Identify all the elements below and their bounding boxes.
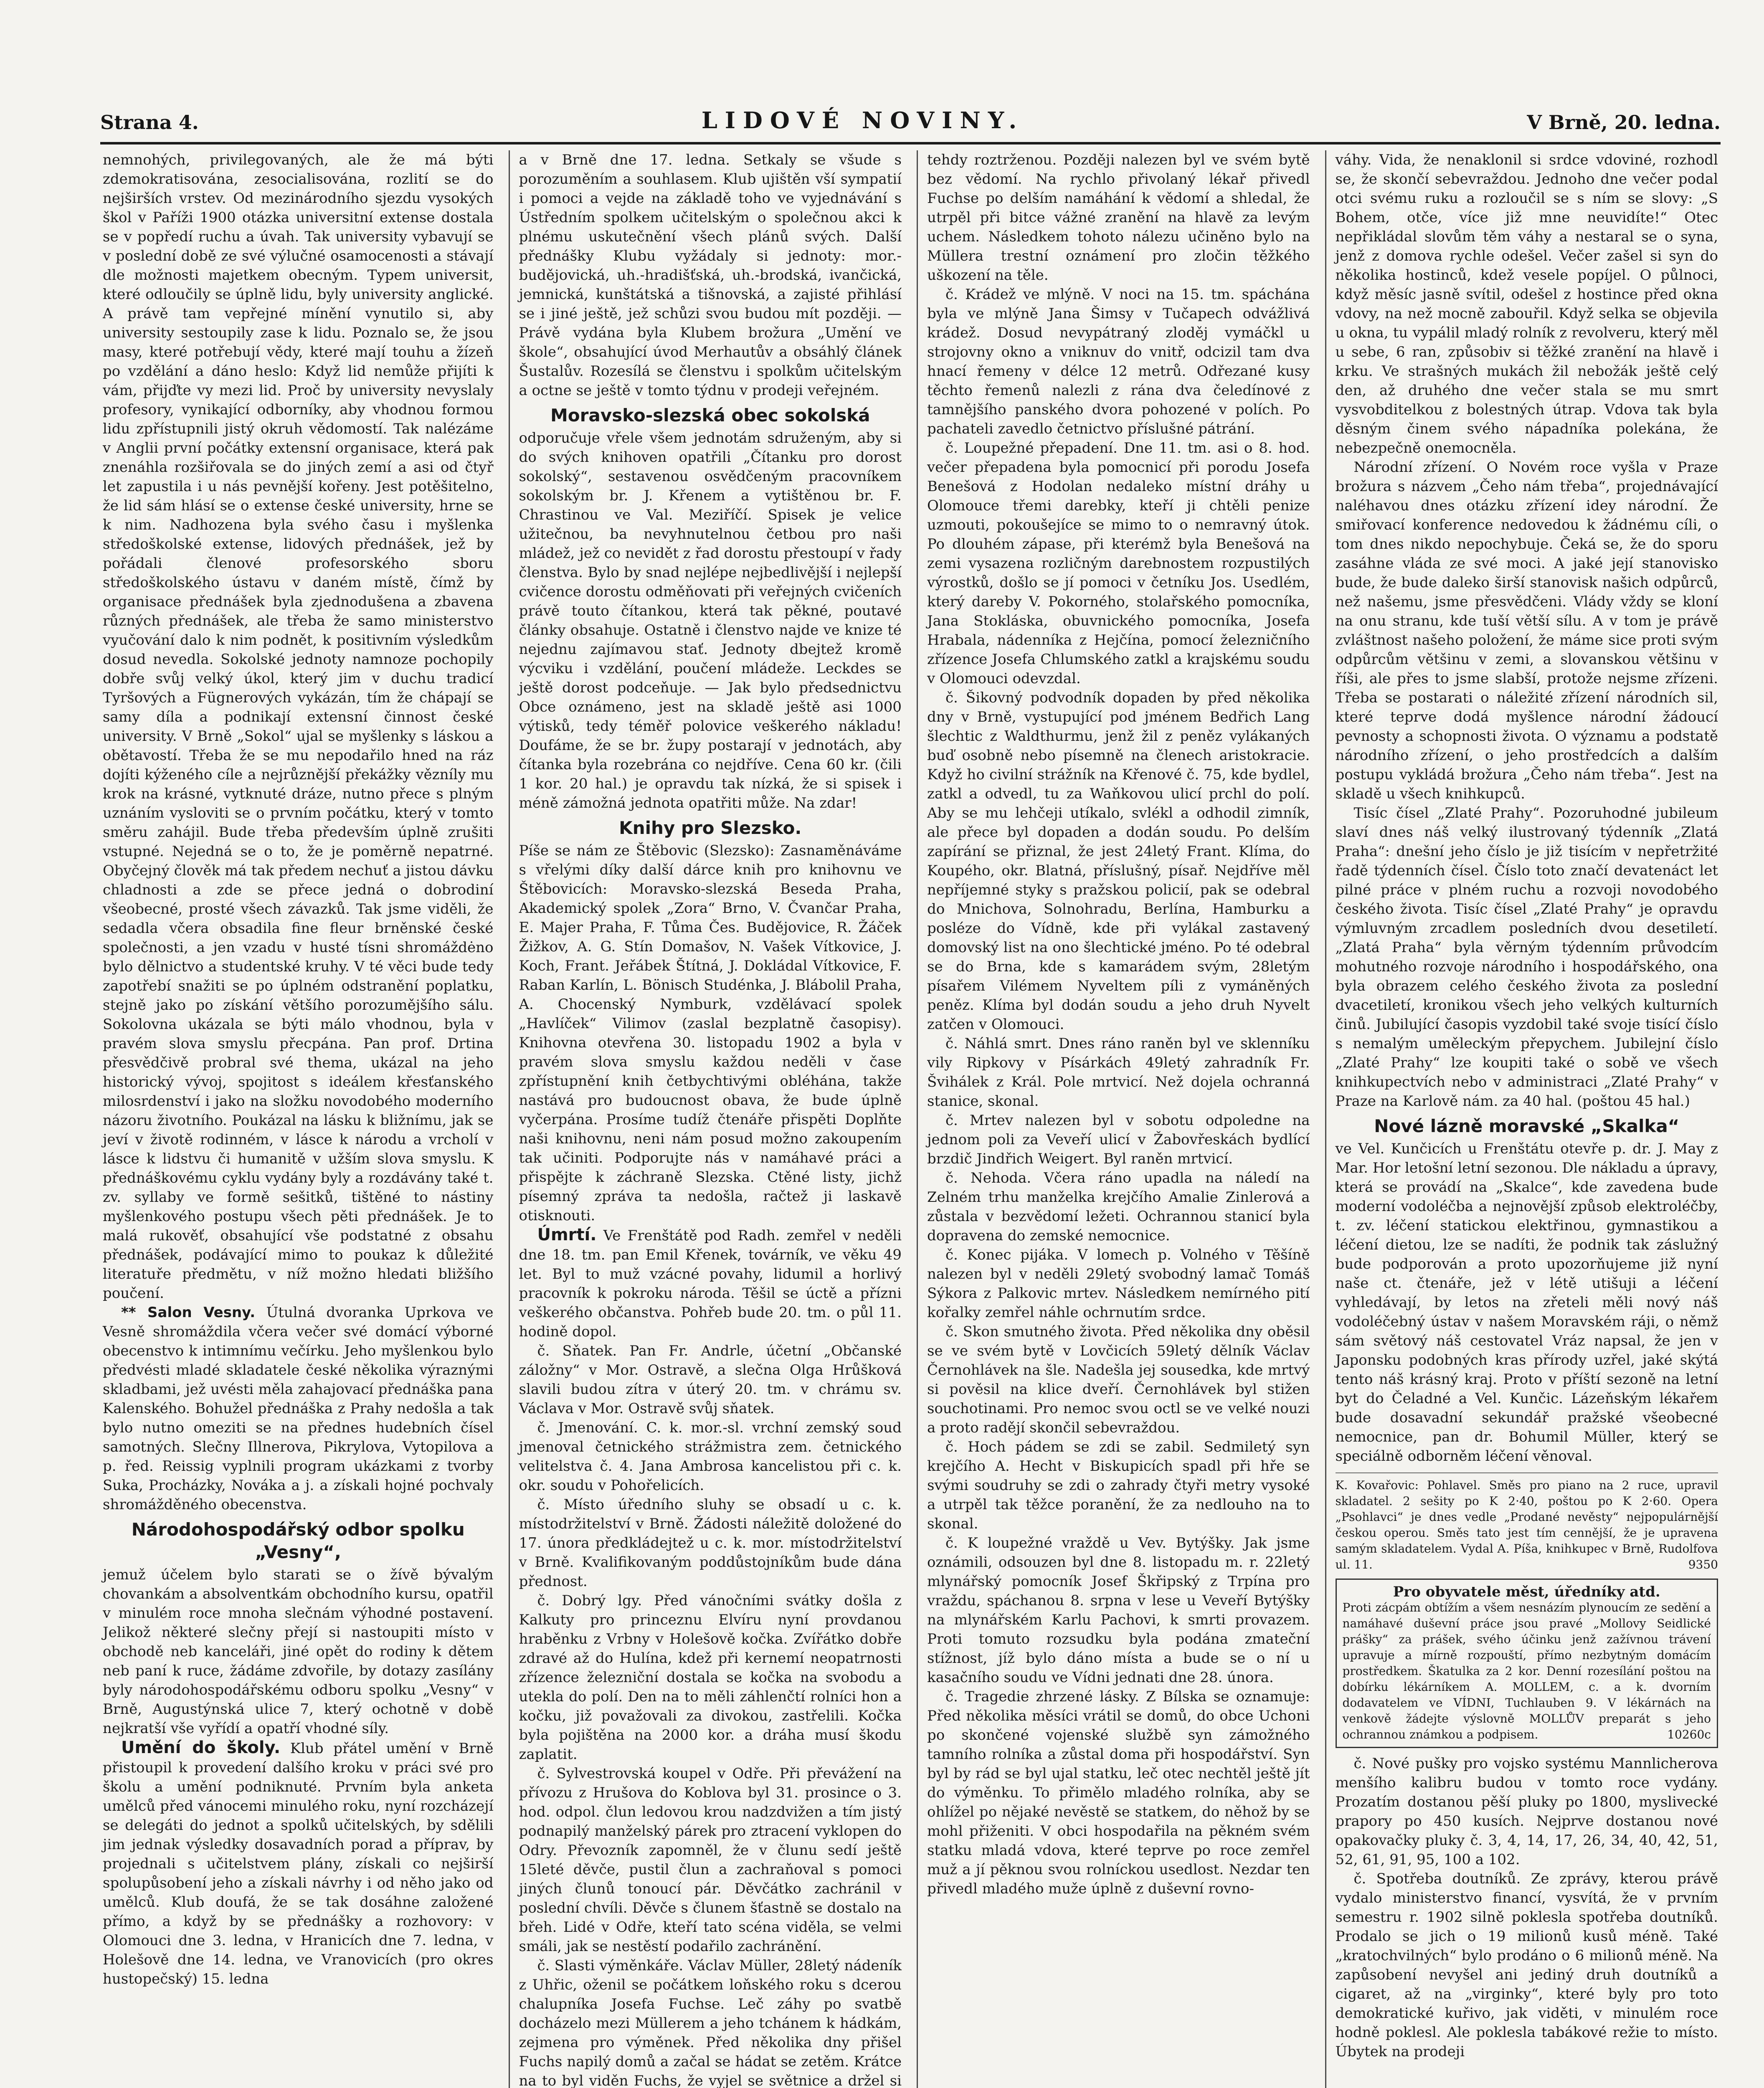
column-1 — [100, 150, 496, 2088]
article-text: a v Brně dne 17. ledna. Setkaly se všude s porozuměním a souhlasem. Klub ujištěn vší sympatií i pomoci a vejde na základě toho ve vyjednávání s Ústředním spolkem učitelským o společnou akci k plnému uskutečnění všech plánů svých. Další přednášky Klubu vyžádaly si jednoty: mor.-budějovická, uh.-hradišťská, uh.-brodská, ivančická, jemnická, kunštátská a tišnovská, a zajisté přihlásí se i jiné ještě, jež schůzi svou budou mít později. — Právě vydána byla Klubem brožura „Umění ve škole“, obsahující úvod Merhautův a obsáhlý článek Šustalův. Rozesílá se členstvu i spolkům učitelským a octne se ještě v tomto týdnu v prodeji veřejném. — [519, 152, 902, 399]
column-2 — [509, 150, 905, 2088]
issue-date: V Brně, 20. ledna. — [1527, 111, 1721, 134]
article-text: č. Dobrý lgy. Před vánočními svátky došla z Kalkuty pro princeznu Elvíru nyní provdanou hraběnku z Vrbny v Holešově kočka. Zvířátko dobře zdravé až do Hulína, kdež při kernemí neopatrnosti zřízence železniční dostala se kočka na svobodu a utekla do polí. Den na to měli záhlenčtí rolníci hon a kočku, již považovali za divokou, zastřelili. Kočka byla pojištěna na 2000 kor. a dráha musí škodu zaplatit. — [519, 1592, 902, 1763]
article-text: č. Loupežné přepadení. Dne 11. tm. asi o 8. hod. večer přepadena byla pomocnicí při porodu Josefa Benešová z Hodolan nedaleko místní dráhy u Olomouce třemi darebky, kteří ji chtěli penize uzmouti, pokoušejíce se mimo to o nemravný útok. Po dlouhém zápase, při kterémž byla Benešová na zemi vysazena rozličným darebnostem rozpustilých výrostků, došlo se jí pomoci v četníku Jos. Usedlém, který dareby V. Pokorného, stolařského pomocníka, Jana Stokláska, obuvnického pomocníka, Josefa Hrabala, nádenníka z Hejčína, pomocí železničního zřízence Josefa Chlumského zatkl a krajskému soudu v Olomouci odevzdal. — [927, 440, 1310, 687]
article-text: č. Hoch pádem se zdi se zabil. Sedmiletý syn krejčího A. Hecht v Biskupicích spadl při hře se svými soudruhy se zdi o zahrady čtyři metry vysoké a utrpěl tak těžce poranění, že za nedlouho na to skonal. — [927, 1439, 1310, 1532]
article-text: č. K loupežné vraždě u Vev. Bytýšky. Jak jsme oznámili, odsouzen byl dne 8. listopadu m. r. 22letý mlynářský pomocník Josef Škřipský z Trpína pro vraždu, spáchanou 8. srpna v lese u Veveří Bytýšky na mlynářském Karlu Pachovi, k smrti provazem. Proti tomuto rozsudku byla podána zmateční stížnost, jíž bylo dáno místa a bude se o ní u kasačního soudu ve Vídni jednati dne 28. února. — [927, 1535, 1310, 1686]
article-text: váhy. Vida, že nenaklonil si srdce vdoviné, rozhodl se, že skončí sebevraždou. Jednoho dne večer podal otci svému ruku a rozloučil se s ním se slovy: „S Bohem, otče, více již mne neuvidíte!“ Otec nepřikládal slovům těm váhy a nestaral se o syna, jenž z domova rychle odešel. Večer zašel si syn do několika hostinců, kdež vesele popíjel. O půlnoci, když měsíc jasně svítil, odešel z hostince před okna vdovy, na než mocně zabouřil. Když selka se objevila u okna, tu vypálil mladý rolník z revolveru, který měl u sebe, 6 ran, způsobiv si těžké zranění na hlavě i krku. Ve strašných mukách žil nebožák ještě celý den, až druhého dne večer stala se mu smrt vysvobditelkou z bolestných útrap. Vdova tak byla děsným činem svého nápadníka polekána, že nebezpečně onemocněla. — [1335, 152, 1718, 456]
article-text: odporučuje vřele všem jednotám sdruženým, aby si do svých knihoven opatřili „Čítanku pro dorost sokolský“, sestavenou osvědčeným pracovníkem sokolským br. J. Křenem a vytištěnou br. F. Chrastinou ve Val. Meziříčí. Spisek je velice užitečnou, ba nevyhnutelnou četbou pro naši mládež, jež co nevidět z řad dorostu přestoupí v řady členstva. Bylo by snad nejlépe nejbedlivější i nejlepší cvičence dorostu odměňovati při veřejných cvičeních právě touto čítankou, která tak pěkné, poutavé články obsahuje. Ostatně i členstvo najde ve knize té nejednu zajímavou stať. Jednoty dbejtež kromě výcviku i vzdělání, poučení mládeže. Leckdes se ještě dorost podceňuje. — Jak bylo předsednictvu Obce oznámeno, jest na skladě ještě asi 1000 výtisků, tedy téměř polovice veškerého nákladu! Doufáme, že se br. župy postarají v jednotách, aby čítanka byla rozebrána co nejdříve. Cena 60 kr. (čili 1 kor. 20 hal.) je opravdu tak nízká, že si spisek i méně zámožná jednota opatřiti může. Na zdar! — [519, 430, 902, 811]
article-text: ve Vel. Kunčicích u Frenštátu otevře p. dr. J. May z Mar. Hor letošní letní sezonou. Dle nákladu a úpravy, která se provádí na „Skalce“, kde zavedena bude moderní vodoléčba a nejnovější způsob elektroléčby, t. zv. léčení statickou elektřinou, gymnastikou a léčení dietou, lze se nadíti, že podnik tak záslužný bude podporován a proto upozorňujeme již nyní naše ct. čtenáře, jež v létě utišuji a léčení vyhledávají, by letos na zřeteli měli nový náš vodoléčebný ústav v našem Moravském ráji, o němž sám světový náš cestovatel Vráz napsal, že jen v Japonsku podobných kras přírody uzřel, jaké skýtá tento náš krásný kraj. Proto v příští sezoně na letní byt do Čeladné a Vel. Kunčic. Lázeňským lékařem bude dosavadní sekundář pražské všeobecné nemocnice, pan dr. Bohumil Müller, který se speciálně odborněm léčení věnoval. — [1335, 1140, 1718, 1465]
advert-text: K. Kovařovic: Pohlavel. Směs pro piano na 2 ruce, upravil skladatel. 2 sešity po K 2·40, poštou po K 2·60. Opera „Psohlavci“ je dnes vedle „Prodané nevěsty“ nejpopulárnější českou operou. Směs tato jest tím cennější, že je upravena samým skladatelem. Vydal A. Píša, knihkupec v Brně, Rudolfova ul. 11. — [1335, 1478, 1718, 1571]
section-heading: Knihy pro Slezsko. — [619, 818, 802, 838]
header-rule — [100, 142, 1721, 144]
page-header — [100, 104, 1721, 134]
article-text: č. Místo úředního sluhy se obsadí u c. k. místodržitelství v Brně. Žádosti náležitě doložené do 17. února předkládejtež u c. k. mor. místodržitelství v Brně. Kvalifikovaným poddůstojníkům bude dána přednost. — [519, 1496, 902, 1590]
article-body: Útulná dvoranka Uprkova ve Vesně shromáždila včera večer své domácí výborné obecenstvo k intimnímu večírku. Jeho myšlenkou bylo předvésti mladé skladatele české několika výraznými skladbami, jež uvésti měla zahajovací přednáška pana Kalenského. Bohužel přednáška z Prahy nedošla a tak bylo nutno omeziti se na přednes hudebních čísel samotných. Slečny Illnerova, Pikrylova, Vytopilova a p. řed. Reissig vyplnili program ukázkami z tvorby Suka, Procházky, Nováka a j. a získali hojné pochvaly shromážděného obecenstva. — [103, 1304, 494, 1513]
article-text: č. Náhlá smrt. Dnes ráno raněn byl ve sklenníku vily Ripkovy v Písárkách 49letý zahradník Fr. Švihálek z Král. Pole mrtvicí. Než dojela ochranná stanice, skonal. — [927, 1035, 1310, 1110]
article-text: č. Slasti výměnkáře. Václav Müller, 28letý nádeník z Uhřic, oženil se počátkem loňského roku s dcerou chalupníka Josefa Fuchse. Leč záhy po svatbě docházelo mezi Müllerem a jeho tchánem k hádkám, zejmena pro výměnek. Před několika dny přišel Fuchs napilý domů a začal se hádat se zetěm. Krátce na to byl viděn Fuchs, že vyjel se světnice a držel si — [519, 1957, 902, 2088]
advert-text: Proti zácpám obtížím a všem nesnázím plynoucím ze sedění a namáhavé duševní práce jsou pravé „Mollovy Seidlické prášky“ za prášek, svého účinku jenž zažívnou trávení upravuje a mírně rozpouští, přímo nezbytným domácím prostředkem. Škatulka za 2 kor. Denní rozesílání poštou na dobírku lékárníkem A. MOLLEM, c. a k. dvorním dodavatelem ve VÍDNI, Tuchlauben 9. V lékárnách na venkově žádejte výslovně MOLLŮV preparát s jeho ochrannou známkou a podpisem. — [1342, 1601, 1711, 1741]
article-text: jemuž účelem bylo starati se o žívě bývalým chovankám a absolventkám obchodního kursu, opatřil v minulém roce mnoha slečnám výhodné postavení. Jelikož některé slečny přejí si nastoupiti místo v obchodě neb kanceláři, jiné opět do rodiny k dětem neb paní k ruce, žádáme zdvořile, by dotazy zasílány byly národohospodářskému odboru spolku „Vesny“ v Brně, Augustýnská ulice 7, který ochotně v době nejkratší vše vyřídí a opatří vhodné síly. — [103, 1566, 494, 1737]
article-text: č. Konec pijáka. V lomech p. Volného v Těšíně nalezen byl v neděli 29letý svobodný lamač Tomáš Sýkora z Palkovic mrtev. Následkem nemírného pití kořalky zemřel náhle ochrnutím srdce. — [927, 1247, 1310, 1321]
article-text: Píše se nám ze Štěbovic (Slezsko): Zasnaměnáváme s vřelými díky další dárce knih pro knihovnu ve Štěbovicích: Moravsko-slezská Beseda Praha, Akademický spolek „Zora“ Brno, V. Čvančar Praha, E. Majer Praha, F. Tůma Čes. Budějovice, R. Žáček Žižkov, A. G. Stín Domašov, N. Vašek Vítkovice, J. Koch, Frant. Jeřábek Štítná, J. Dokládal Vítkovice, F. Raban Karlín, L. Bönisch Studénka, J. Blábolil Praha, A. Chocenský Nymburk, vzdělávací spolek „Havlíček“ Vilimov (zaslal bezplatně časopisy). Knihovna otevřena 30. listopadu 1902 a byla v pravém slova smyslu každou neděli v čase zpřístupnění knih četbychtivými obléhána, takže nastává pro budoucnost obava, že bude úplně vyčerpána. Prosíme tudíž čtenáře přispěti Doplňte naši knihovnu, neni nám posud možno zakoupením tak učiniti. Podporujte nás v namáhavé práci a přispějte k záchraně Slezska. Ctěné listy, jichž písemný zpráva ta nedošla, račtež ji laskavě otisknouti. — [519, 842, 902, 1224]
section-heading: Národohospodářský odbor spolku „Vesny“, — [131, 1519, 465, 1562]
section-heading: Nové lázně moravské „Skalka“ — [1374, 1116, 1680, 1136]
article-text — [519, 1225, 902, 1341]
advert-number: 9350 — [1688, 1558, 1718, 1571]
column-3 — [917, 150, 1313, 2088]
article-text: č. Sňatek. Pan Fr. Andrle, účetní „Občanské záložny“ v Mor. Ostravě, a slečna Olga Hrůšková slavili budou zítra v úterý 20. tm. v chrámu sv. Václava v Mor. Ostravě svůj sňatek. — [519, 1343, 902, 1417]
article-text: č. Tragedie zhrzené lásky. Z Bílska se oznamuje: Před několika měsíci vrátil se domů, do obce Uchoni po skončené vojenské službě syn zámožného tamního rolníka a zůstal doma při hospodářství. Syn byl by rád se byl ujal statku, leč otec nechtěl ještě jít do výměnku. To přimělo mladého rolníka, aby se ohlížel po nějaké nevěstě se statkem, do něhož by se mohl přiženiti. V obci hospodařila na pěkném svém statku mladá vdova, které teprve po roce zemřel muž a jí pěknou svou rolníckou usedlost. Nezdar ten přivedl mladého muže úplně z duševní rovno- — [927, 1688, 1310, 1897]
article-text: č. Mrtev nalezen byl v sobotu odpoledne na jednom poli za Veveří ulicí v Žabovřeskách bydlící brzdič Jindřich Weigert. Byl raněn mrtvicí. — [927, 1112, 1310, 1167]
article-text: č. Krádež ve mlýně. V noci na 15. tm. spáchána byla ve mlýně Jana Šimsy v Tučapech odvážlivá krádež. Dosud nevypátraný zloděj vymáčkl u strojovny okno a vniknuv do vnitř, odcizil tam dva hnací řemeny v délce 12 metrů. Odřezané kusy těchto řemenů nalezli z rána dva čeledínové z tamnějšího panského dvora pohozené v polích. Po pachateli zavedlo četnictvo příslušné pátrání. — [927, 286, 1310, 437]
article-text — [103, 1303, 494, 1514]
article-text — [103, 1738, 494, 1989]
column-4 — [1325, 150, 1721, 2088]
article-text: č. Šikovný podvodník dopaden by před několika dny v Brně, vystupující pod jménem Bedřich Lang šlechtic z Waldthurmu, jenž žil z peněz vylákaných buď osobně nebo písemně na členech aristokracie. Když ho civilní strážník na Křenové č. 75, kde bydlel, zatkl a odvedl, tu za Waňkovou ulicí prchl do polí. Aby se mu lehčeji utíkalo, svlékl a odhodil zimník, ale přece byl dopaden a dodán soudu. Po delším zapírání se přiznal, že jest 24letý Frant. Klíma, do Koupého, okr. Blatná, příslušný, písař. Nejdříve měl nepříjemné styky s pražskou policií, pak se odebral do Mnichova, Solnohradu, Berlína, Hamburku a posléze do Vídně, kde při vylákal zastavený domovský list na ono šlechtické jméno. Po té odebral se do Brna, kde s kamarádem svým, 28letým písařem Vilémem Nyveltem píli z vymáněných peněz. Klíma byl dodán soudu a jeho druh Nyvelt zatčen v Olomouci. — [927, 689, 1310, 1033]
article-text: Národní zřízení. O Novém roce vyšla v Praze brožura s názvem „Čeho nám třeba“, projednávající naléhavou dnes otázku zřízení idey národní. Že smiřovací konference nedovedou k žádnému cíli, o tom dnes nikdo nepochybuje. Čeká se, že do sporu zasáhne vláda ze své moci. A jaké její stanovisko bude, že bude daleko širší stanovisk našich odpůrců, než našemu, jsme přesvědčeni. Vlády vždy se kloní na onu stranu, kde tuší větší sílu. A v tom je právě zvláštnost našeho položení, že máme sice proti svým odpůrcům většinu v zemi, a slovanskou většinu v říši, ale přes to jsme slabší, protože nejsme zřízeni. Třeba se postarati o náležité zřízení národních sil, které teprve dodá myšlence národní žádoucí pevnosty a schopnosti života. O významu a podstatě národního zřízení, o jeho prostředcích a dalším postupu vykládá brožura „Čeho nám třeba“. Jest na skladě u všech knihkupců. — [1335, 459, 1718, 802]
moll-advert — [1336, 1579, 1718, 1748]
article-text: č. Skon smutného života. Před několika dny oběsil se ve svém bytě v Lovčicích 59letý dělník Václav Černohlávek na šle. Nadešla jej sousedka, kde mrtvý si pověsil na klice dveří. Černohlávek byl stižen souchotinami. Pro nemoc svou octl se ve velké nouzi a proto radějí skončil sebevraždou. — [927, 1323, 1310, 1436]
article-heading: Úmrtí. — [537, 1225, 597, 1244]
article-columns — [100, 150, 1721, 2088]
article-text: Tisíc čísel „Zlaté Prahy“. Pozoruhodné jubileum slaví dnes náš velký ilustrovaný týdenník „Zlatá Praha“: dnešní jeho číslo je již tisícím v nepřetržité řadě týdenních čísel. Číslo toto značí devatenáct let pilné práce v plném ruchu a rozvoji novodobého českého života. Tisíc čísel „Zlaté Prahy“ je opravdu výmluvným zrcadlem posledních dvou desetiletí. „Zlatá Praha“ byla věrným týdenním průvodcím mohutného rozvoje národního i hospodářského, ona byla obrazem celého českého života za poslední dvacetiletí, kronikou všech jeho velkých kulturních činů. Jubilující časopis vyzdobil také svoje tisící číslo s nemalým uměleckým přepychem. Jubilejní číslo „Zlaté Prahy“ lze koupiti také o sobě ve všech knihkupectvích nebo v administraci „Zlaté Prahy“ v Praze na Karlově nám. za 40 hal. (poštou 45 hal.) — [1335, 805, 1718, 1110]
article-text: č. Sylvestrovská koupel v Odře. Při převážení na přívozu z Hrušova do Koblova byl 31. prosince o 3. hod. odpol. člun ledovou krou nadzdvižen a tím jistý podnapilý manželský párek pro ztracení vyklopen do Odry. Převozník zapomněl, že v člunu sedí ještě 15leté děvče, pustil člun a zachraňoval s pomoci jiných člunů tonoucí pár. Děvčátko zachránil v poslední chvíli. Děvče s člunem šťastně se dostalo na břeh. Lidé v Odře, kteří tato scéna viděla, se velmi smáli, jak se nestěstí podařilo zachránění. — [519, 1765, 902, 1955]
article-text: tehdy roztrženou. Později nalezen byl ve svém bytě bez vědomí. Na rychlo přivolaný lékař přivedl Fuchse po delším namáhání k vědomí a shledal, že utrpěl při bitce vážné zranění na hlavě za levým uchem. Následkem tohoto nálezu učiněno bylo na Müllera trestní oznámení pro zločin těžkého uškození na těle. — [927, 152, 1310, 284]
section-heading: Moravsko-slezská obec sokolská — [550, 405, 870, 426]
article-body: Ve Frenštátě pod Radh. zemřel v neděli dne 18. tm. pan Emil Křenek, továrník, ve věku 49 let. Byl to muž vzácné povahy, lidumil a horlivý pracovník k pokroku národa. Těšil se úctě a přízni veškerého občanstva. Pohřeb bude 20. tm. o půl 11. hodině dopol. — [519, 1227, 902, 1340]
page-number: Strana 4. — [100, 111, 199, 134]
article-heading: ** Salon Vesny. — [121, 1304, 256, 1321]
newspaper-page — [100, 0, 1721, 2088]
article-heading: Umění do školy. — [121, 1738, 281, 1757]
article-text: č. Jmenování. C. k. mor.-sl. vrchní zemský soud jmenoval četnického strážmistra zem. četnického velitelstva č. 4. Jana Ambrosa kancelistou při c. k. okr. soudu v Pohořelicích. — [519, 1419, 902, 1494]
article-text: č. Nehoda. Včera ráno upadla na náledí na Zelném trhu manželka krejčího Amalie Zinlerová a zůstala v bezvědomí ležeti. Ochrannou stanicí byla dopravena do zemské nemocnice. — [927, 1170, 1310, 1244]
advert-title: Pro obyvatele měst, úředníky atd. — [1393, 1584, 1660, 1600]
masthead-title: LIDOVÉ NOVINY. — [701, 107, 1024, 134]
article-text: č. Spotřeba doutníků. Ze zprávy, kterou právě vydalo ministerstvo financí, vysvítá, že v prvním semestru r. 1902 silně poklesla spotřeba doutníků. Prodalo se jich o 19 milionů kusů méně. Také „kratochvilných“ bylo prodáno o 6 milionů méně. Na zapůsobení nevyšel ani jediný druh doutníků a cigaret, až na „virginky“, které byly pro toto demokratické kuřivo, jak viděti, v minulém roce hodně poklesl. Ale poklesla tabákové režie to místo. Úbytek na prodeji — [1335, 1870, 1718, 2060]
advert-number: 10260c — [1667, 1728, 1711, 1741]
article-text: nemnohých, privilegovaných, ale že má býti zdemokratisována, zesocialisována, rozlití se do nejširších vrstev. Od mezinárodního sjezdu vysokých škol v Paříži 1900 otázka universitní extense dostala se v popředí ruchu a úvah. Tak university vybavují se v poslední době ze své výlučné osamocenosti a stávají dle možnosti majetkem obecným. Typem universit, které odloučily se úplně lidu, byly university anglické. A právě tam vepřejné mínění vynutilo si, aby university sestoupily zase k lidu. Poznalo se, že jsou masy, které potřebují vědy, které mají touhu a žízeň po vzdělání a dáno heslo: Když lid nemůže přijíti k vám, přijďte vy mezi lid. Proč by university nevyslaly profesory, vynikající odborníky, aby vhodnou formou lidu zpřístupnili jistý okruh vědomostí. Tak nalézáme v Anglii první počátky extensní organisace, která pak znenáhla rozšiřovala se do jiných zemí a asi od čtyř let zapustila i u nás pevnější kořeny. Jest potěšitelno, že lid sám hlásí se o extense české university, hrne se k nim. Nadhozena byla svého času i myšlenka středoškolské extense, lidových přednášek, jež by pořádali členové profesorského sboru středoškolského ústavu v daném místě, čímž by organisace přednášek byla zjednodušena a zbavena různých přednášek, ale třeba že samo ministerstvo vyučování dalo k nim podnět, k positivním výsledkům dosud nevedla. Sokolské jednoty namnoze pochopily dobře svůj velký úkol, který jim v duchu tradicí Tyršových a Fügnerových vykázán, tím že chápají se samy díla a podnikají extensní činnost české university. V Brně „Sokol“ ujal se myšlenky s láskou a obětavostí. Třeba že se mu nepodařilo hned na ráz dojíti kýženého cíle a nejrůznější překážky vězníly mu krok na krásné, vytknuté dráze, nutno přece s plným uznáním vysloviti se o prvním počátku, který v tomto směru zahájil. Bude třeba především úplně zrušiti vstupné. Nejedná se o to, že je poměrně nepatrné. Obyčejný člověk má tak předem nechuť a jistou dávku chladnosti a zde se přece jedná o dobrodiní všeobecné, prosté všech závazků. Tak jsme viděli, že sedadla včera obsadila fine fleur brněnské české společnosti, a jen vzadu v husté tísni shromáždėno bylo dělnictvo a studentské kruhy. V té věci bude tedy zapotřebí snažiti se po úplném odstranění poplatku, stejně jako po získání většího porozumějšího sálu. Sokolovna ukázala se býti málo vhodnou, byla v pravém slova smyslu přecpána. Pan prof. Drtina přesvědčivě probral své thema, ukázal na jeho historický vývoj, spojitost s ideálem křesťanského milosrdenství i jako na složku novodobého moderního názoru životního. Poukázal na lásku k bližnímu, jak se jeví v životě rodinném, v lásce k národu a vrcholí v lásce k lidstvu či humanitě v užším slova smyslu. K přednáškovému cyklu vydány byly a rozdávány také t. zv. syllaby ve formě sešitků, tištěné to nástiny myšlenkového postupu všech pěti přednášek. Je to malá rukověť, obsahující vše podstatné z obsahu přednášek, podávající mimo to poukaz k důležité literatuře předmětu, v níž možno hledati bližšího poučení. — [103, 152, 494, 1302]
book-advert — [1336, 1472, 1718, 1573]
article-text: č. Nové pušky pro vojsko systému Mannlicherova menšího kalibru budou v tomto roce vydány. Prozatím dostanou pěší pluky po 1800, myslivecké prapory po 450 kusích. Nejprve dostanou nové opakovačky pluky č. 3, 4, 14, 17, 26, 34, 40, 42, 51, 52, 61, 91, 95, 100 a 102. — [1335, 1755, 1718, 1868]
article-body: Klub přátel umění v Brně přistoupil k provedení dalšího kroku v práci své pro školu a umění podniknuté. Prvním byla anketa umělců před vánocemi minulého roku, nyní rozcházejí se delegáti do jednot a spolků učitelských, by sdělili jim jednak výsledky dosavadních porad a příprav, by projednali s učitelstvem plány, získali co nejširší spolupůsobení jeho a získali návrhy i od něho jako od umělců. Klub doufá, že se tak dosáhne založené přímo, a když by se přednášky a rozhovory: v Olomouci dne 3. ledna, v Hranicích dne 7. ledna, v Holešově dne 14. ledna, ve Vranovicích (pro okres hustopečský) 15. ledna — [103, 1740, 494, 1987]
